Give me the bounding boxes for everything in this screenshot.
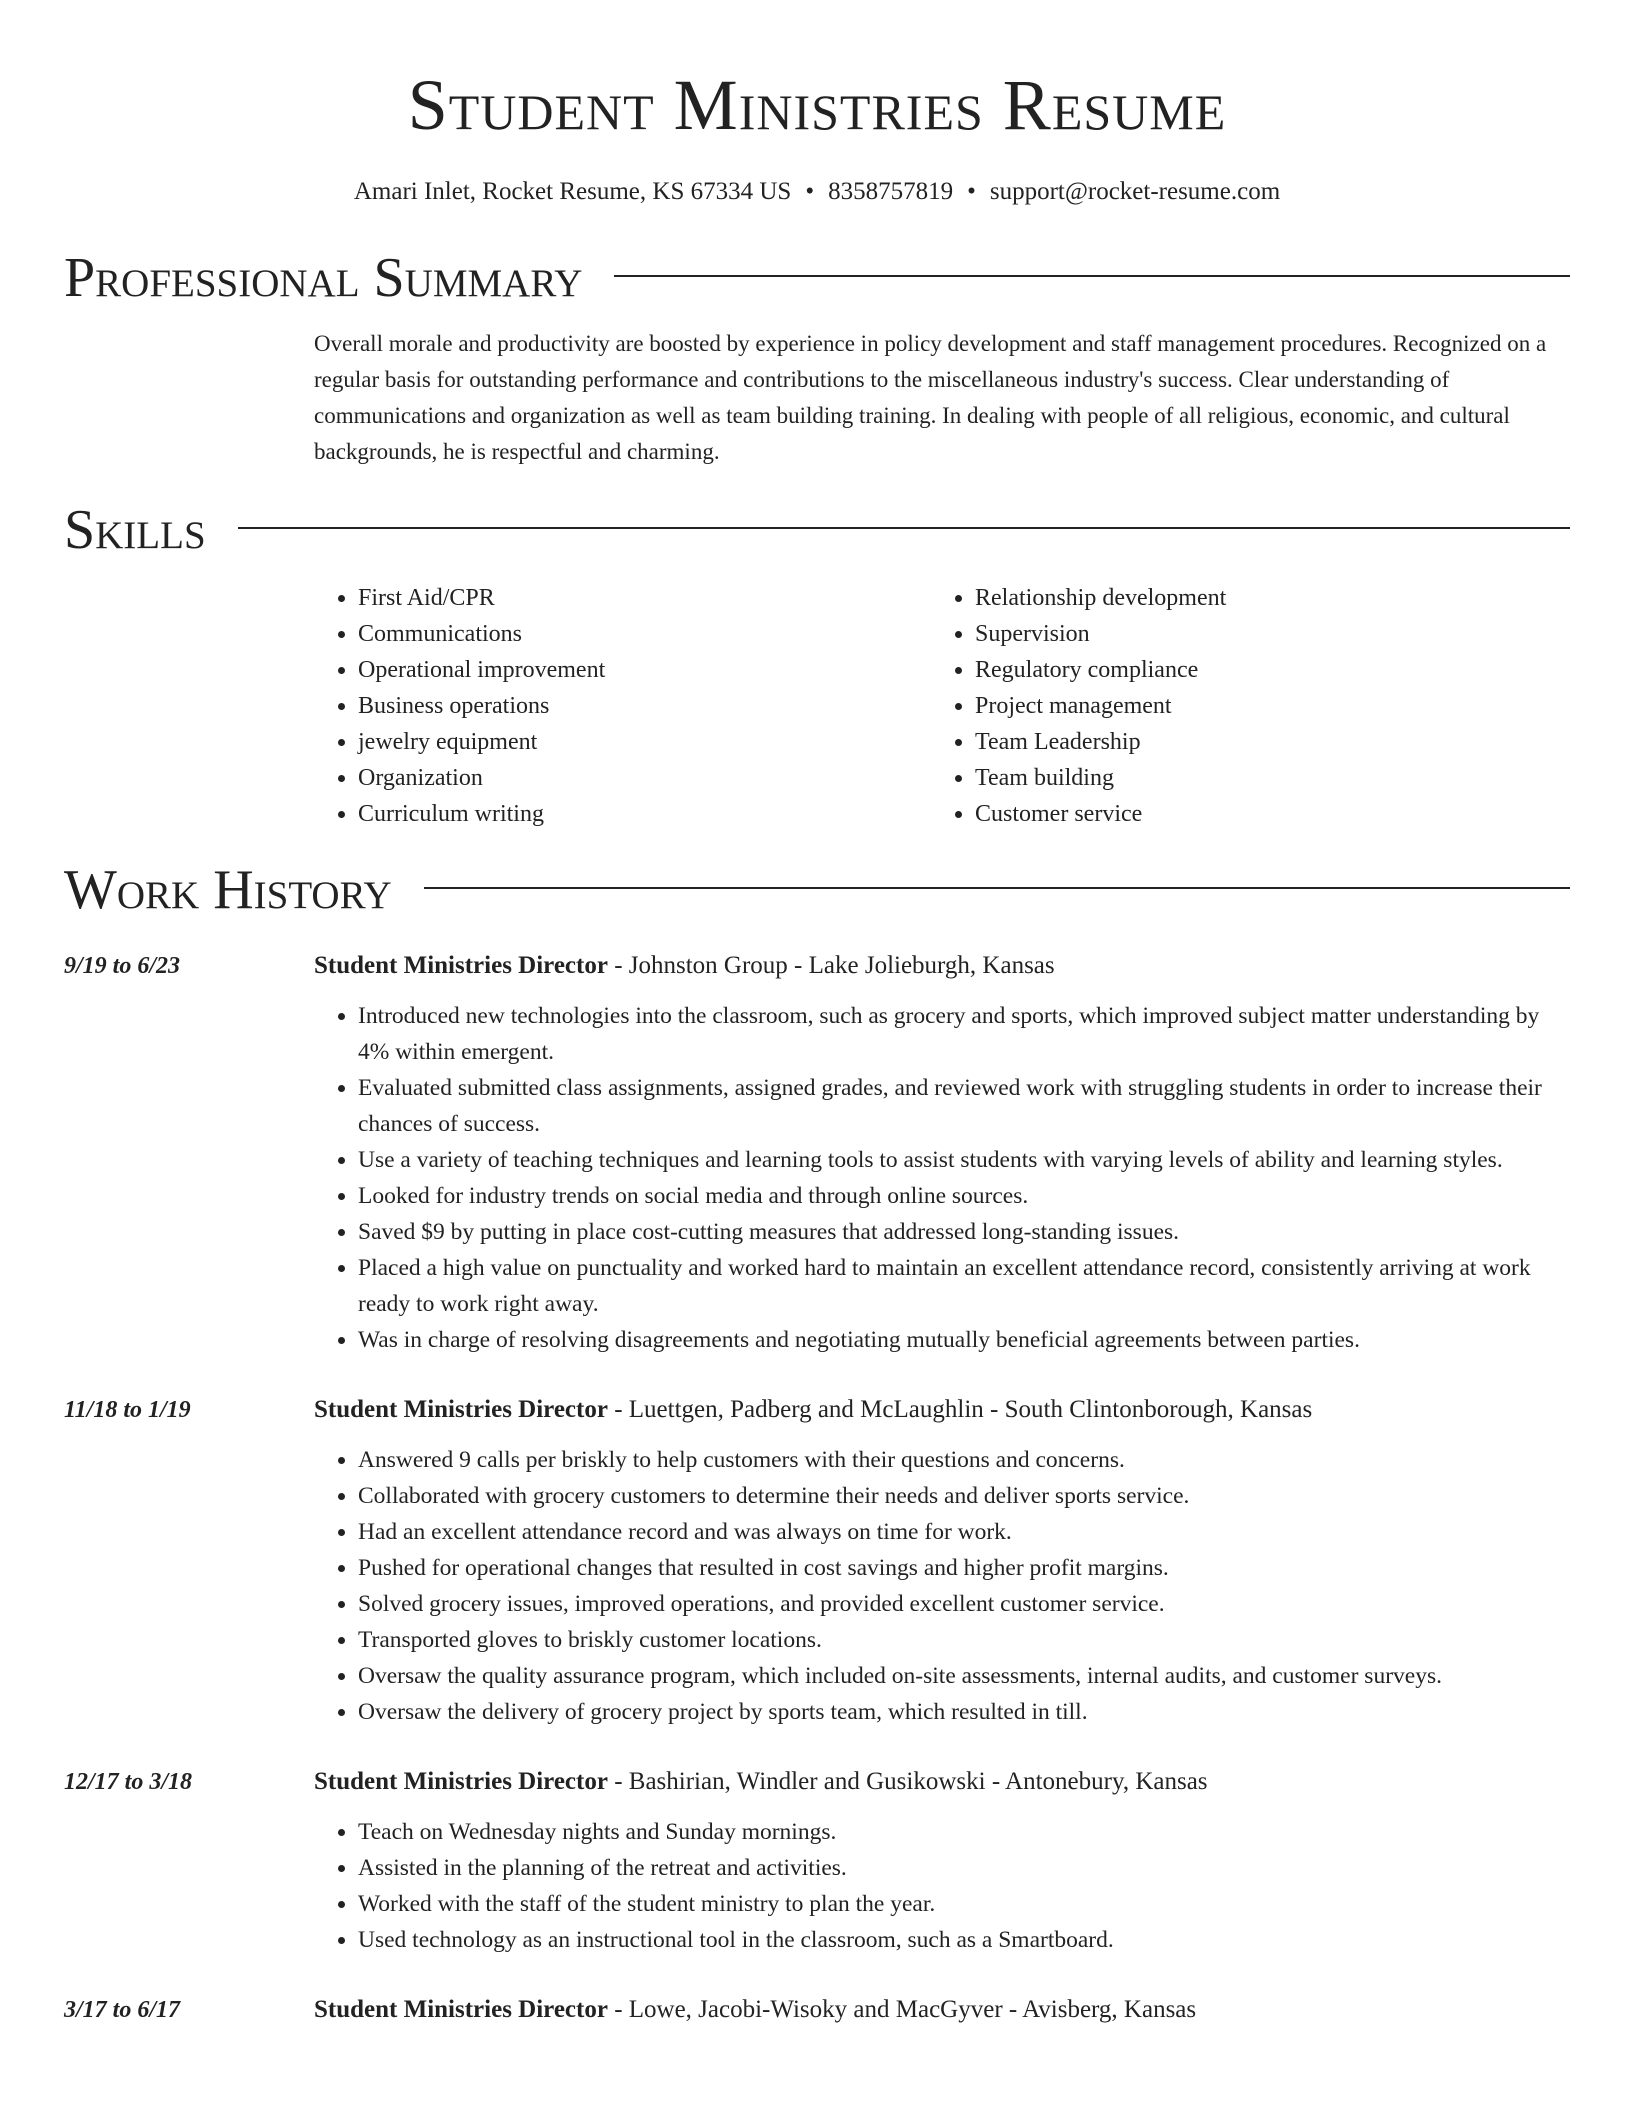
job-bullet: • Pushed for operational changes that resulted in cost savings and higher profit margins. [358, 1550, 1570, 1586]
job-title: Student Ministries Director [314, 1768, 608, 1795]
skills-column-left [314, 580, 931, 832]
job-bullet: • Placed a high value on punctuality and worked hard to maintain an excellent attendance record, consistently arriving at work ready to work right away. [358, 1250, 1570, 1322]
section-divider [238, 527, 1570, 529]
job-bullet: • Saved $9 by putting in place cost-cutting measures that addressed long-standing issues. [358, 1214, 1570, 1250]
skill-item: • jewelry equipment [358, 724, 931, 760]
job-bullet: • Use a variety of teaching techniques and learning tools to assist students with varying levels of ability and learning styles. [358, 1142, 1570, 1178]
skill-item: • Team Leadership [975, 724, 1548, 760]
skill-item: • Relationship development [975, 580, 1548, 616]
skills-heading: Skills [64, 499, 206, 561]
job-bullet: • Evaluated submitted class assignments, assigned grades, and reviewed work with struggling students in order to increase their chances of success. [358, 1070, 1570, 1142]
skill-item: • Regulatory compliance [975, 652, 1548, 688]
job-dates: 11/18 to 1/19 [64, 1397, 191, 1423]
job-company-location: - Lowe, Jacobi-Wisoky and MacGyver - Avisberg, Kansas [607, 1996, 1197, 2023]
skills-section-header [64, 498, 1570, 562]
skill-item: • Operational improvement [358, 652, 931, 688]
section-divider [424, 887, 1570, 889]
skills-column-right [931, 580, 1548, 832]
skill-item: • Project management [975, 688, 1548, 724]
job-bullet: • Assisted in the planning of the retreat and activities. [358, 1850, 1570, 1886]
job-bullet: • Introduced new technologies into the classroom, such as grocery and sports, which improved subject matter understanding by 4% within emergent. [358, 998, 1570, 1070]
job-bullet: • Solved grocery issues, improved operations, and provided excellent customer service. [358, 1586, 1570, 1622]
job-bullets [314, 1442, 1570, 1730]
job-title: Student Ministries Director [314, 1396, 608, 1423]
job-heading [314, 948, 1570, 984]
job-company-location: - Luettgen, Padberg and McLaughlin - South Clintonborough, Kansas [607, 1396, 1313, 1423]
skill-item: • Supervision [975, 616, 1548, 652]
job-entry [64, 1764, 1570, 1958]
section-divider [614, 275, 1570, 277]
job-bullet: • Looked for industry trends on social media and through online sources. [358, 1178, 1570, 1214]
resume-page [64, 0, 1570, 2028]
summary-section-header [64, 246, 1570, 310]
job-dates: 9/19 to 6/23 [64, 953, 181, 979]
resume-title: Student Ministries Resume [407, 65, 1227, 145]
job-heading [314, 1392, 1570, 1428]
job-entry [64, 1392, 1570, 1730]
skill-item: • Curriculum writing [358, 796, 931, 832]
summary-text: Overall morale and productivity are boosted by experience in policy development and staff management procedures. Recognized on a regular basis for outstanding performance and contributions to the miscellaneous industry's success. Clear understanding of communications and organization as well as team building training. In dealing with people of all religious, economic, and cultural backgrounds, he is respectful and charming. [314, 331, 1547, 464]
job-body [314, 1764, 1570, 1958]
job-dates: 3/17 to 6/17 [64, 1997, 181, 2023]
summary-heading: Professional Summary [64, 247, 583, 309]
contact-address: Amari Inlet, Rocket Resume, KS 67334 US [353, 178, 792, 205]
job-bullets [314, 998, 1570, 1358]
job-title: Student Ministries Director [314, 952, 608, 979]
job-bullet: • Teach on Wednesday nights and Sunday mornings. [358, 1814, 1570, 1850]
job-bullet: • Answered 9 calls per briskly to help customers with their questions and concerns. [358, 1442, 1570, 1478]
job-bullet: • Oversaw the delivery of grocery project by sports team, which resulted in till. [358, 1694, 1570, 1730]
contact-separator: • [967, 178, 976, 205]
skill-item: • Business operations [358, 688, 931, 724]
work-history-list [64, 948, 1570, 2028]
job-bullet: • Was in charge of resolving disagreements and negotiating mutually beneficial agreements between parties. [358, 1322, 1570, 1358]
skills-list [314, 580, 1570, 832]
job-bullet: • Had an excellent attendance record and was always on time for work. [358, 1514, 1570, 1550]
job-company-location: - Johnston Group - Lake Jolieburgh, Kansas [607, 952, 1055, 979]
contact-line [64, 176, 1570, 208]
job-heading [314, 1992, 1570, 2028]
job-bullet: • Used technology as an instructional tool in the classroom, such as a Smartboard. [358, 1922, 1570, 1958]
skill-item: • Customer service [975, 796, 1548, 832]
job-title: Student Ministries Director [314, 1996, 608, 2023]
work-section-header [64, 858, 1570, 922]
job-bullet: • Worked with the staff of the student ministry to plan the year. [358, 1886, 1570, 1922]
job-bullet: • Collaborated with grocery customers to determine their needs and deliver sports service. [358, 1478, 1570, 1514]
contact-phone: 8358757819 [828, 178, 954, 205]
job-heading [314, 1764, 1570, 1800]
work-heading: Work History [64, 859, 392, 921]
skill-item: • Organization [358, 760, 931, 796]
contact-email: support@rocket-resume.com [989, 178, 1281, 205]
job-body [314, 1992, 1570, 2028]
job-entry [64, 948, 1570, 1358]
job-bullets [314, 1814, 1570, 1958]
job-body [314, 1392, 1570, 1730]
job-bullet: • Oversaw the quality assurance program, which included on-site assessments, internal audits, and customer surveys. [358, 1658, 1570, 1694]
skill-item: • Communications [358, 616, 931, 652]
job-company-location: - Bashirian, Windler and Gusikowski - Antonebury, Kansas [607, 1768, 1208, 1795]
skill-item: • First Aid/CPR [358, 580, 931, 616]
job-dates: 12/17 to 3/18 [64, 1769, 193, 1795]
job-entry [64, 1992, 1570, 2028]
skill-item: • Team building [975, 760, 1548, 796]
job-bullet: • Transported gloves to briskly customer locations. [358, 1622, 1570, 1658]
job-body [314, 948, 1570, 1358]
contact-separator: • [805, 178, 815, 205]
